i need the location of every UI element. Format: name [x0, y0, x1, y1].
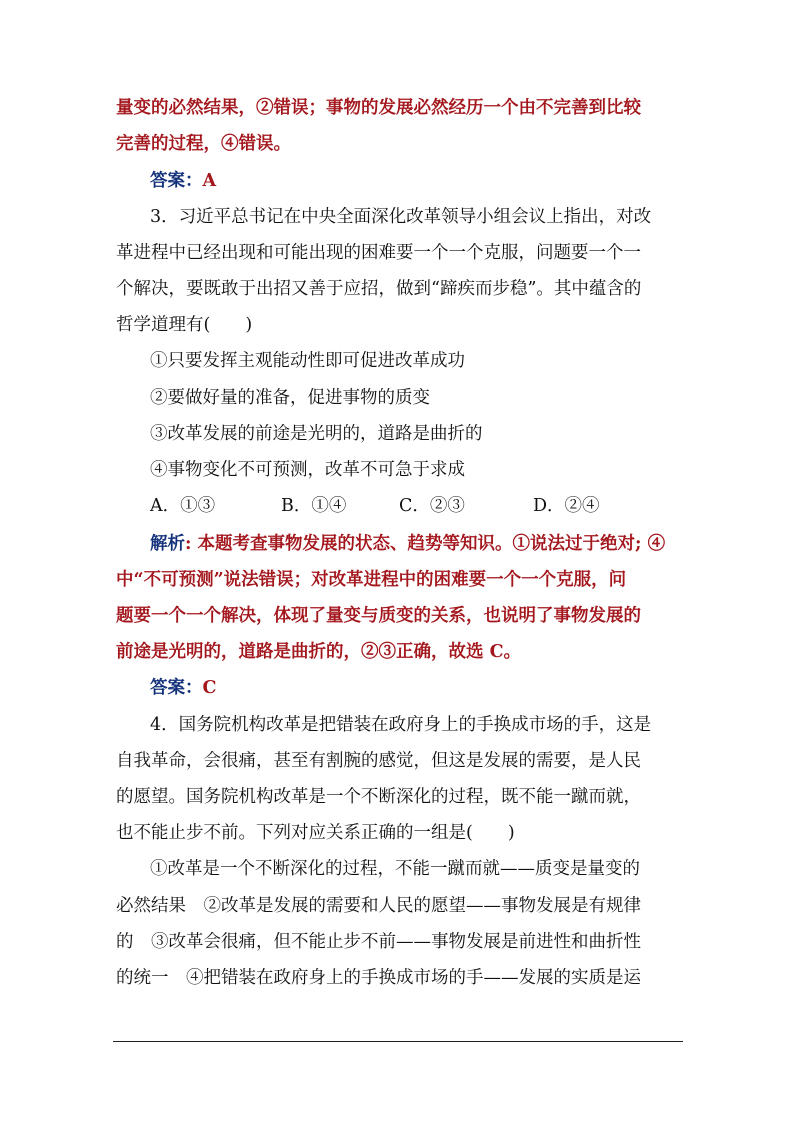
explanation-line: 完善的过程，④错误。 [116, 134, 291, 154]
answer-value: C [202, 678, 217, 698]
question-stem: 哲学道理有( ) [116, 315, 253, 335]
statement-item: ②要做好量的准备，促进事物的质变 [150, 388, 430, 408]
choice-b: B．①④ [281, 496, 347, 516]
footer-divider [113, 1041, 683, 1042]
analysis-label: 解析 [150, 534, 185, 554]
question-stem: 3．习近平总书记在中央全面深化改革领导小组会议上指出，对改 [150, 207, 652, 227]
analysis-line [150, 526, 686, 562]
statement-item: ①改革是一个不断深化的过程，不能一蹴而就——质变是量变的 [150, 859, 640, 879]
question-stem: 的愿望。国务院机构改革是一个不断深化的过程，既不能一蹴而就， [116, 787, 641, 807]
answer-value: A [202, 171, 217, 191]
analysis-line: 中“不可预测”说法错误；对改革进程中的困难要一个一个克服，问 [116, 570, 627, 590]
analysis-line: 前途是光明的，道路是曲折的，②③正确，故选 C。 [116, 642, 522, 662]
choice-row [150, 488, 686, 524]
question-stem: 革进程中已经出现和可能出现的困难要一个一个克服，问题要一个一 [116, 243, 641, 263]
statement-item: 的 ③改革会很痛，但不能止步不前——事物发展是前进性和曲折性 [116, 932, 641, 952]
analysis-line: 题要一个一个解决，体现了量变与质变的关系，也说明了事物发展的 [116, 606, 641, 626]
statement-item: ①只要发挥主观能动性即可促进改革成功 [150, 351, 465, 371]
statement-item: ④事物变化不可预测，改革不可急于求成 [150, 460, 465, 480]
statement-item: 必然结果 ②改革是发展的需要和人民的愿望——事物发展是有规律 [116, 896, 641, 916]
analysis-text: : 本题考查事物发展的状态、趋势等知识。①说法过于绝对; ④ [185, 534, 666, 554]
choice-c: C．②③ [399, 496, 465, 516]
choice-d: D．②④ [533, 496, 600, 516]
answer-label: 答案： [150, 171, 203, 191]
statement-item: ③改革发展的前途是光明的，道路是曲折的 [150, 424, 483, 444]
statement-item: 的统一 ④把错装在政府身上的手换成市场的手——发展的实质是运 [116, 968, 641, 988]
question-stem: 自我革命，会很痛，甚至有割腕的感觉，但这是发展的需要，是人民 [116, 751, 641, 771]
answer-label: 答案： [150, 678, 203, 698]
question-stem: 4．国务院机构改革是把错装在政府身上的手换成市场的手，这是 [150, 715, 652, 735]
answer-line [150, 163, 686, 199]
question-stem: 个解决，要既敢于出招又善于应招，做到“蹄疾而步稳”。其中蕴含的 [116, 279, 642, 299]
question-stem: 也不能止步不前。下列对应关系正确的一组是( ) [116, 823, 515, 843]
answer-line [150, 670, 686, 706]
explanation-line: 量变的必然结果，②错误；事物的发展必然经历一个由不完善到比较 [116, 98, 641, 118]
choice-a: A．①③ [150, 496, 216, 516]
